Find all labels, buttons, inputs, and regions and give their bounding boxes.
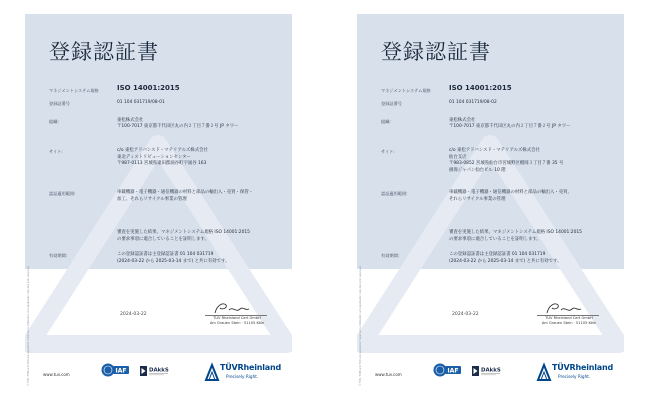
holder-label: 組織:: [49, 119, 59, 124]
dakks-logo: [471, 364, 501, 378]
footer-url[interactable]: www.tuv.com: [43, 372, 70, 377]
scope-label: 認証適用範囲:: [49, 191, 76, 196]
scope-lines-line: 加工、それらリサイクル事業の管理: [117, 196, 187, 202]
certificate-page-2: [357, 14, 624, 388]
issuer-address: [539, 316, 599, 326]
registration-label: 登録証番号: [381, 101, 402, 106]
validity-lines-line: この登録認証書は主登録認証書 01 104 031719: [449, 252, 546, 257]
registration-label: 登録証番号: [49, 101, 70, 106]
svg-text:IAF: IAF: [447, 367, 459, 375]
iaf-logo: [101, 363, 129, 377]
statement-lines-line: の要求事項に適合していることを証明します。: [117, 236, 209, 242]
standard-label: マネジメントシステム規格: [49, 88, 99, 93]
validity-label: 有効期間:: [381, 253, 400, 258]
site-lines: [449, 148, 563, 174]
certificate-title: 登録認証書: [381, 40, 491, 64]
svg-text:DAkkS: DAkkS: [149, 367, 169, 374]
validity-lines: [117, 252, 229, 265]
issuer-lines-line: Am Grauen Stein · 51105 Köln: [209, 321, 265, 325]
validity-lines: [449, 252, 561, 265]
issue-date: 2024-03-22: [120, 312, 147, 317]
holder-address: 〒100-7017 東京都千代田区丸の内２丁目７番２号 JP タワー: [117, 124, 239, 129]
statement-lines-line: 審査を実施した結果、マネジメントシステム規格 ISO 14001:2015: [117, 230, 250, 235]
validity-lines-line: (2024-03-22 から 2025-03-14 まで) と共に有効です。: [117, 258, 230, 264]
trademark-notice: © TÜV, TUEV and TUV are registered trademarks. Utilisation and application requires prior approval.: [359, 265, 362, 386]
svg-text:IAF: IAF: [115, 367, 127, 375]
certificate-page-1: [25, 14, 292, 388]
scope-lines: [117, 190, 253, 203]
statement: [449, 230, 582, 243]
holder-address: 〒100-7017 東京都千代田区丸の内２丁目７番２号 JP タワー: [449, 124, 571, 129]
statement-lines-line: 審査を実施した結果、マネジメントシステム規格 ISO 14001:2015: [449, 230, 582, 235]
site-lines-line: 〒983-0852 宮城県仙台市宮城野区榴岡３丁目７番 35 号: [449, 161, 564, 167]
registration-number: 01 104 031719/08-02: [449, 100, 497, 105]
holder-label: 組織:: [381, 119, 391, 124]
certificate-title: 登録認証書: [49, 40, 159, 64]
site-lines-line: 東北ディストリビューションセンター: [117, 154, 191, 160]
iaf-logo: [433, 363, 461, 377]
tuv-brand-name: TÜVRheinland: [552, 363, 614, 372]
issuer-lines-line: TÜV Rheinland Cert GmbH: [545, 316, 593, 320]
scope-lines-line: 車載機器・電子機器・通信機器の材料と部品の輸出入・売買、: [449, 190, 572, 195]
footer-url[interactable]: www.tuv.com: [375, 372, 402, 377]
standard-value: ISO 14001:2015: [117, 84, 180, 92]
svg-text:DAkkS: DAkkS: [481, 367, 501, 374]
issuer-lines-line: Am Grauen Stein · 51105 Köln: [541, 321, 597, 325]
tuv-claim: Precisely Right.: [558, 374, 591, 379]
registration-number: 01 104 031719/08-01: [117, 100, 165, 105]
site-lines-line: 仙台支店: [449, 154, 467, 160]
issue-date: 2024-03-22: [452, 312, 479, 317]
site-lines-line: c/o 東松アドバンスド・マテリアルズ株式会社: [117, 148, 208, 153]
standard-label: マネジメントシステム規格: [381, 88, 431, 93]
scope-lines-line: それらリサイクル事業の管理: [449, 196, 506, 202]
holder-name: 東松株式会社: [449, 118, 476, 123]
site-label: サイト:: [381, 149, 395, 154]
scope-label: 認証適用範囲:: [381, 191, 408, 196]
tuv-brand-name: TÜVRheinland: [220, 363, 282, 372]
standard-value: ISO 14001:2015: [449, 84, 512, 92]
site-label: サイト:: [49, 149, 63, 154]
statement: [117, 230, 250, 243]
scope-lines-line: 車載機器・電子機器・通信機器の材料と部品の輸出入・売買・保管・: [117, 190, 254, 195]
site-lines-line: 損保ジャパン仙台ビル 10 階: [449, 167, 506, 173]
validity-lines-line: この登録認証書は主登録認証書 01 104 031719: [117, 252, 214, 257]
issuer-lines-line: TÜV Rheinland Cert GmbH: [213, 316, 261, 320]
statement-lines-line: の要求事項に適合していることを証明します。: [449, 236, 541, 242]
scope-lines: [449, 190, 572, 203]
site-lines: [117, 148, 208, 168]
site-lines-line: c/o 東松アドバンスド・マテリアルズ株式会社: [449, 148, 540, 153]
issuer-address: [207, 316, 267, 326]
dakks-logo: [139, 364, 169, 378]
tuv-claim: Precisely Right.: [226, 374, 259, 379]
trademark-notice: © TÜV, TUEV and TUV are registered trademarks. Utilisation and application requires prior approval.: [27, 265, 30, 386]
holder-name: 東松株式会社: [117, 118, 144, 123]
site-lines-line: 〒987-0113 宮城県遠田郡涌谷町字涌谷 163: [117, 161, 207, 167]
validity-label: 有効期間:: [49, 253, 68, 258]
signature: [193, 301, 263, 315]
signature: [525, 301, 595, 315]
validity-lines-line: (2024-03-22 から 2025-03-14 まで) と共に有効です。: [449, 258, 562, 264]
